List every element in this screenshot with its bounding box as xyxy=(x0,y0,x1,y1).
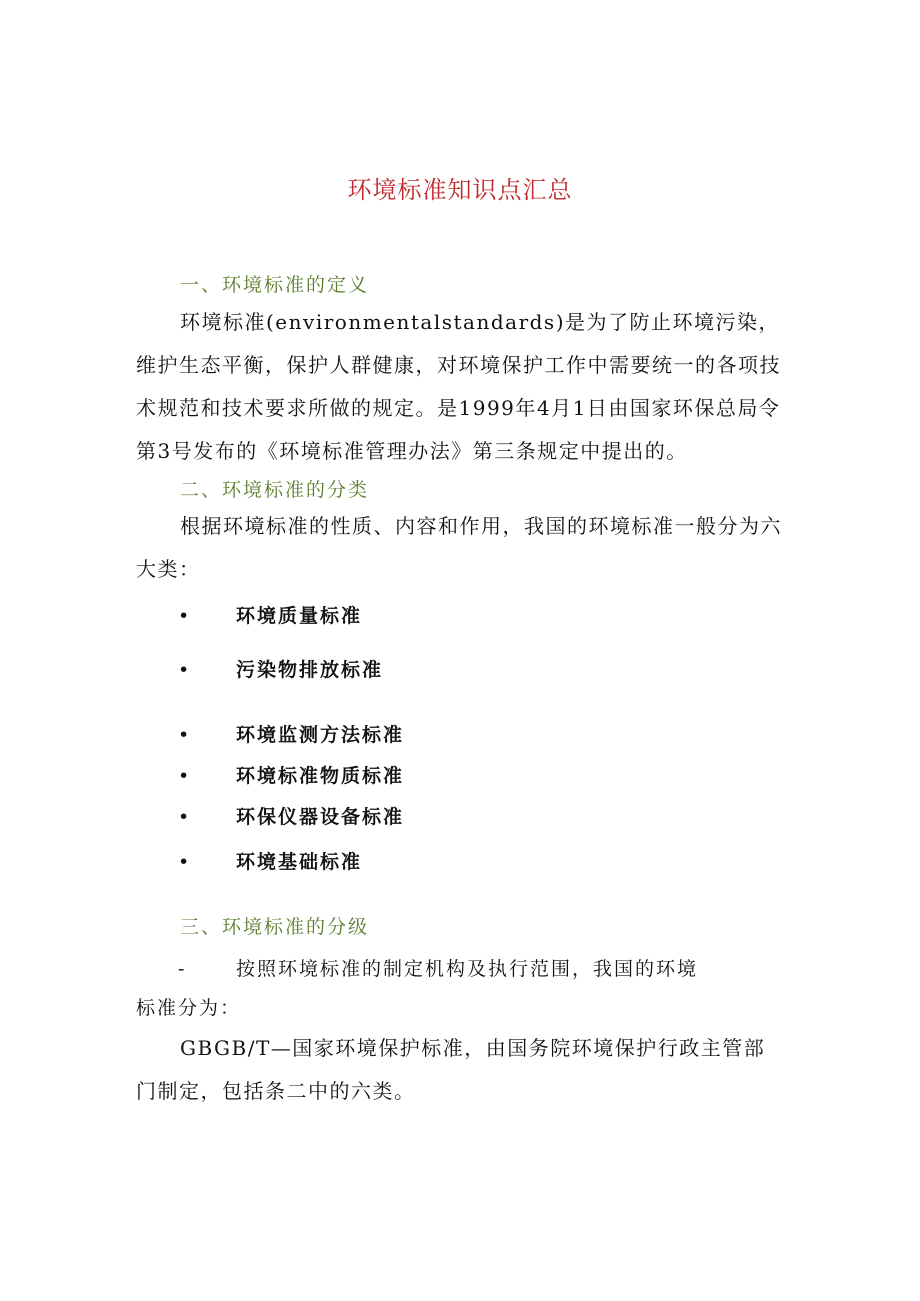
list-item xyxy=(178,655,383,682)
bullet-marker: • xyxy=(178,806,192,828)
dash-list-continuation: 标准分为： xyxy=(136,997,242,1019)
bullet-marker: • xyxy=(178,659,192,681)
classification-paragraph: 根据环境标准的性质、内容和作用，我国的环境标准一般分为六大类： xyxy=(136,514,782,581)
list-item xyxy=(178,720,404,747)
list-item-text: 环境质量标准 xyxy=(236,605,363,627)
bullet-marker: • xyxy=(178,605,192,627)
section-heading-definition: 一、环境标准的定义 xyxy=(180,274,370,296)
list-item xyxy=(178,761,404,788)
bullet-marker: • xyxy=(178,851,192,873)
levels-paragraph: GBGB/T—国家环境保护标准，由国务院环境保护行政主管部门制定，包括条二中的六类。 xyxy=(136,1036,766,1103)
section-heading-classification: 二、环境标准的分类 xyxy=(180,479,370,501)
list-item-text: 环境标准物质标准 xyxy=(236,765,405,787)
list-item-text: 环境基础标准 xyxy=(236,851,363,873)
list-item xyxy=(178,802,404,829)
dash-list-text: 按照环境标准的制定机构及执行范围，我国的环境 xyxy=(236,958,699,980)
list-item-text: 污染物排放标准 xyxy=(236,659,384,681)
list-item-text: 环保仪器设备标准 xyxy=(236,806,405,828)
section-heading-levels: 三、环境标准的分级 xyxy=(180,916,370,938)
document-title: 环境标准知识点汇总 xyxy=(347,176,573,204)
definition-paragraph: 环境标准(environmentalstandards)是为了防止环境污染，维护生态平衡，保护人群健康，对环境保护工作中需要统一的各项技术规范和技术要求所做的规定。是1999年4月1日由国家环保总局令第3号发布的《环境标准管理办法》第三条规定中提出的。 xyxy=(136,310,781,463)
list-item-text: 环境监测方法标准 xyxy=(236,724,405,746)
list-item xyxy=(178,601,362,628)
dash-list-item xyxy=(178,954,698,981)
list-item xyxy=(178,847,362,874)
bullet-marker: • xyxy=(178,765,192,787)
dash-marker: - xyxy=(178,958,187,980)
bullet-marker: • xyxy=(178,724,192,746)
